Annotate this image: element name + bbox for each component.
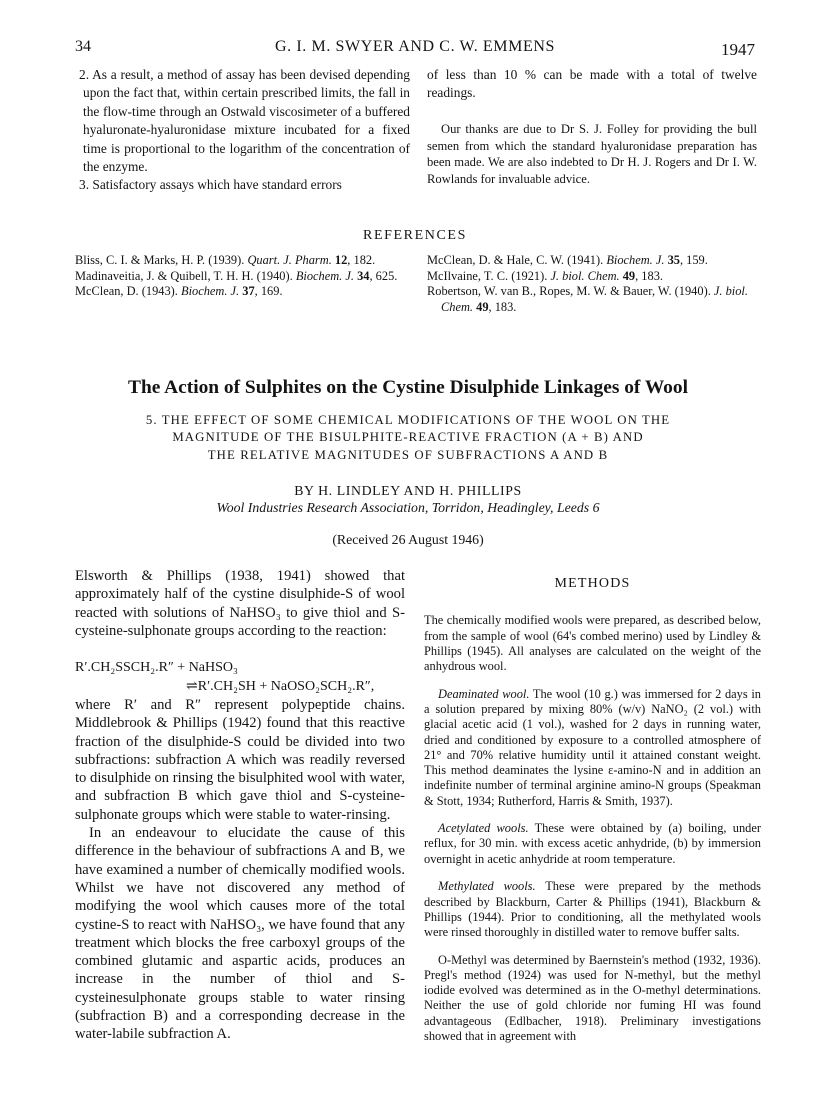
article-subtitle <box>80 412 736 464</box>
methods-heading: METHODS <box>554 576 631 591</box>
page-number: 34 <box>75 38 91 55</box>
summary-point-3: 3. Satisfactory assays which have standard errors <box>79 177 342 193</box>
o-methyl-paragraph: O-Methyl was determined by Baernstein's method (1932, 1936). Pregl's method (1924) was used for N-methyl, but the methyl iodide evolved was determined as in the O-methyl determinations. Neither the use of gold chloride nor fuming HI was found advantageous (Edlbacher, 1918). Preliminary investigations showed that in agreement with <box>424 952 761 1043</box>
reference-item: McClean, D. (1943). Biochem. J. 37, 169. <box>75 284 283 299</box>
byline: BY H. LINDLEY AND H. PHILLIPS <box>294 483 522 498</box>
intro-column-cont <box>75 696 405 1044</box>
acetylated-paragraph: Acetylated wools. These were obtained by (a) boiling, under reflux, for 30 min. with excess acetic anhydride, (b) by immersion overnight in acetic anhydride at room temperature. <box>424 821 761 866</box>
references-left <box>75 253 415 300</box>
references-heading: REFERENCES <box>363 228 467 243</box>
summary-point-2: 2. As a result, a method of assay has been devised depending upon the fact that, within certain prescribed limits, the fall in the flow-time through an Ostwald viscosimeter of a buffered hyaluronate-hyaluronidase mixture incubated for a fixed time is proportional to the logarithm of the concentration of the enzyme. <box>79 67 410 175</box>
equation-line-1: R′.CH₂SSCH₂.R″ + NaHSO₃ <box>75 660 238 675</box>
reference-item: McClean, D. & Hale, C. W. (1941). Biochem. J. 35, 159. <box>427 253 708 267</box>
intro-paragraph-2: where R′ and R″ represent polypeptide chains. Middlebrook & Phillips (1942) found that this reactive fraction of the disulphide-S could be divided into two subfractions: subfraction A which was readily reversed to disulphide on rinsing the bisulphited wool with water, and subfraction B which gave thiol and S-cysteine-sulphonate groups which were stable to water-rinsing. <box>75 697 405 823</box>
methylated-paragraph: Methylated wools. These were prepared by the methods described by Blackburn, Carter & Phillips (1941), Blackburn & Phillips (1944). Prior to conditioning, all the methylated wools were rinsed thoroughly in distilled water to remove buffer salts. <box>424 879 761 940</box>
journal-year: 1947 <box>721 40 755 59</box>
intro-paragraph-3: In an endeavour to elucidate the cause of this difference in the behaviour of subfractions A and B, we have examined a number of chemically modified wools. Whilst we have not discovered any method of modifying the wool which causes more of the total cystine-S to react with NaHSO₃, we have found that any treatment which blocks the free carboxyl groups of the combined glutamic and aspartic acids, produces an increase in the number of thiol and S-cysteinesulphonate groups stable to water rinsing (subfraction B) and a corresponding decrease in the water-labile subfraction A. <box>75 825 405 1043</box>
reference-item: Bliss, C. I. & Marks, H. P. (1939). Quart. J. Pharm. 12, 182. <box>75 253 376 267</box>
running-header <box>75 38 755 60</box>
subtitle-line: MAGNITUDE OF THE BISULPHITE-REACTIVE FRACTION (A + B) AND <box>172 430 644 445</box>
intro-paragraph-1: Elsworth & Phillips (1938, 1941) showed that approximately half of the cystine disulphide-S of wool reacted with solutions of NaHSO₃ to give thiol and S-cysteine-sulphonate groups according to the reaction: <box>75 568 405 639</box>
prev-summary-left <box>75 66 410 195</box>
reference-item: McIlvaine, T. C. (1921). J. biol. Chem. 49, 183. <box>427 268 663 283</box>
methods-column <box>424 601 761 1057</box>
received-date: (Received 26 August 1946) <box>332 532 484 547</box>
reference-item: Madinaveitia, J. & Quibell, T. H. H. (1940). Biochem. J. 34, 625. <box>75 268 398 283</box>
acknowledgement: Our thanks are due to Dr S. J. Folley for providing the bull semen from which the standard hyaluronidase preparation has been made. We are also indebted to Dr H. J. Rogers and Dr I. W. Rowlands for invaluable advice. <box>427 121 757 187</box>
methods-intro: The chemically modified wools were prepared, as described below, from the sample of wool (64's combed merino) used by Lindley & Phillips (1945). All analyses are calculated on the weight of the anhydrous wool. <box>424 613 761 674</box>
reference-item: Robertson, W. van B., Ropes, M. W. & Bauer, W. (1940). J. biol. Chem. 49, 183. <box>427 284 748 314</box>
deaminated-paragraph: Deaminated wool. The wool (10 g.) was immersed for 2 days in a solution prepared by mixing 80% (w/v) NaNO₂ (2 vol.) with glacial acetic acid (1 vol.), washed for 2 days in running water, dried and conditioned by exposure to a controlled atmosphere of 21° and 70% relative humidity until it attained constant weight. This method deaminates the lysine ε-amino-N and in addition an indefinite number of terminal arginine amino-N groups (Speakman & Stott, 1934; Rutherford, Harris & Smith, 1937). <box>424 686 762 808</box>
references-right <box>427 253 760 315</box>
intro-column <box>75 567 405 640</box>
summary-point-3-continued: of less than 10 % can be made with a total of twelve readings. <box>427 67 757 101</box>
running-authors: G. I. M. SWYER AND C. W. EMMENS <box>275 38 555 55</box>
equation-line-2: ⇌R′.CH₂SH + NaOSO₂SCH₂.R″, <box>186 679 375 694</box>
article-title: The Action of Sulphites on the Cystine Disulphide Linkages of Wool <box>128 377 688 398</box>
affiliation: Wool Industries Research Association, Torridon, Headingley, Leeds 6 <box>216 500 600 515</box>
prev-summary-right <box>427 66 757 188</box>
subtitle-line: THE RELATIVE MAGNITUDES OF SUBFRACTIONS A AND B <box>207 447 609 462</box>
subtitle-line: 5. THE EFFECT OF SOME CHEMICAL MODIFICATIONS OF THE WOOL ON THE <box>145 413 671 427</box>
